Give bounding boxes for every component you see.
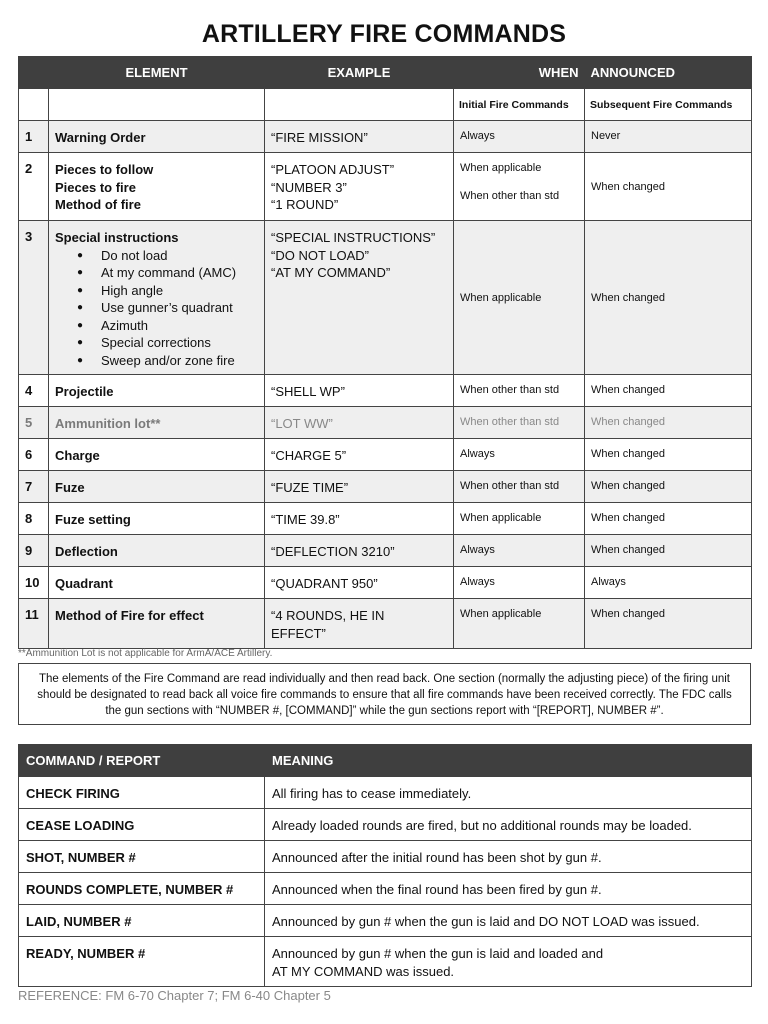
table-row [19, 841, 752, 873]
table-row [19, 121, 752, 153]
meaning-line: Announced by gun # when the gun is laid and DO NOT LOAD was issued. [272, 914, 700, 929]
list-item: ● Use gunner’s quadrant [55, 299, 264, 317]
initial-cell [454, 535, 585, 567]
meaning-line: Already loaded rounds are fired, but no additional rounds may be loaded. [272, 818, 692, 833]
element-cell [49, 153, 265, 221]
meaning-line: Announced when the final round has been fired by gun #. [272, 882, 602, 897]
row-number: 6 [19, 439, 49, 471]
example-line: “FUZE TIME” [271, 480, 349, 495]
table-row [19, 407, 752, 439]
initial-line: When applicable [460, 608, 542, 620]
element-line: Charge [55, 448, 100, 463]
initial-cell [454, 153, 585, 221]
element-line: Deflection [55, 544, 118, 559]
subheader-blank-number [19, 89, 49, 121]
example-cell [265, 121, 454, 153]
meaning-line: Announced by gun # when the gun is laid and loaded and [272, 946, 604, 961]
initial-line: When applicable [460, 162, 542, 174]
table-row [19, 535, 752, 567]
row-number: 1 [19, 121, 49, 153]
example-cell [265, 439, 454, 471]
element-line: Pieces to fire [55, 179, 136, 195]
table-row [19, 153, 752, 221]
example-line: “1 ROUND” [271, 197, 339, 212]
header-announced: ANNOUNCED [585, 57, 752, 89]
command-report-table [18, 744, 752, 987]
row-number: 9 [19, 535, 49, 567]
element-line: Fuze setting [55, 512, 131, 527]
header-when: WHEN [454, 57, 585, 89]
initial-line: Always [460, 130, 495, 142]
initial-line: When applicable [460, 291, 542, 304]
initial-cell [454, 221, 585, 375]
subsequent-cell: When changed [585, 503, 752, 535]
subsequent-cell: When changed [585, 221, 752, 375]
initial-line: Always [460, 544, 495, 556]
example-line: EFFECT” [271, 625, 326, 641]
footnote: **Ammunition Lot is not applicable for ArmA/ACE Artillery. [18, 648, 273, 659]
subsequent-cell: When changed [585, 407, 752, 439]
subsequent-cell: When changed [585, 599, 752, 649]
example-line: “NUMBER 3” [271, 179, 347, 195]
table-row [19, 503, 752, 535]
meaning-line: AT MY COMMAND was issued. [272, 963, 455, 979]
meaning-cell [265, 777, 752, 809]
meaning-cell [265, 841, 752, 873]
subsequent-cell: Always [585, 567, 752, 599]
command-cell: CHECK FIRING [19, 777, 265, 809]
table-row [19, 567, 752, 599]
element-cell [49, 567, 265, 599]
header-command: COMMAND / REPORT [19, 745, 265, 777]
row-number: 10 [19, 567, 49, 599]
header-number [19, 57, 49, 89]
reference-text: REFERENCE: FM 6-70 Chapter 7; FM 6-40 Chapter 5 [18, 988, 331, 1003]
initial-line: Always [460, 576, 495, 588]
table-row [19, 375, 752, 407]
element-line: Fuze [55, 480, 85, 495]
read-back-note: The elements of the Fire Command are read individually and then read back. One section (normally the adjusting piece) of the firing unit should be designated to read back all voice fire commands to ensure that all fire commands have been received correctly. The FDC calls the gun sections with “NUMBER #, [COMMAND]” while the gun sections report with “[REPORT], NUMBER #”. [18, 663, 751, 725]
subheader-blank-example [265, 89, 454, 121]
table-row [19, 599, 752, 649]
element-cell [49, 599, 265, 649]
header-meaning: MEANING [265, 745, 752, 777]
example-cell [265, 567, 454, 599]
header-element: ELEMENT [49, 57, 265, 89]
meaning-cell [265, 937, 752, 987]
element-cell [49, 471, 265, 503]
example-cell [265, 221, 454, 375]
subsequent-cell: When changed [585, 535, 752, 567]
fire-commands-table [18, 56, 752, 649]
subsequent-cell: When changed [585, 439, 752, 471]
example-line: “AT MY COMMAND” [271, 265, 391, 280]
example-cell [265, 375, 454, 407]
example-line: “SPECIAL INSTRUCTIONS” [271, 230, 436, 245]
element-cell [49, 221, 265, 375]
table-row [19, 873, 752, 905]
list-item: ● Sweep and/or zone fire [55, 352, 264, 370]
element-line: Special instructions [55, 230, 179, 245]
table-row [19, 777, 752, 809]
subsequent-cell: Never [585, 121, 752, 153]
row-number: 2 [19, 153, 49, 221]
initial-cell [454, 439, 585, 471]
example-line: “LOT WW” [271, 416, 333, 431]
command-cell: CEASE LOADING [19, 809, 265, 841]
initial-cell [454, 599, 585, 649]
example-line: “SHELL WP” [271, 384, 345, 399]
element-cell [49, 535, 265, 567]
element-cell [49, 407, 265, 439]
initial-cell [454, 503, 585, 535]
element-line: Method of fire [55, 197, 141, 212]
command-cell: LAID, NUMBER # [19, 905, 265, 937]
header-example: EXAMPLE [265, 57, 454, 89]
initial-line: Always [460, 448, 495, 460]
subsequent-cell: When changed [585, 153, 752, 221]
row-number: 11 [19, 599, 49, 649]
table-row [19, 439, 752, 471]
element-line: Projectile [55, 384, 114, 399]
initial-cell [454, 121, 585, 153]
special-instructions-list [55, 247, 264, 370]
table-row [19, 937, 752, 987]
row-number: 4 [19, 375, 49, 407]
example-line: “TIME 39.8” [271, 512, 340, 527]
initial-cell [454, 375, 585, 407]
meaning-cell [265, 905, 752, 937]
row-number: 5 [19, 407, 49, 439]
example-cell [265, 503, 454, 535]
command-cell: SHOT, NUMBER # [19, 841, 265, 873]
initial-line: When other than std [460, 416, 560, 428]
example-line: “QUADRANT 950” [271, 576, 378, 591]
table-row [19, 221, 752, 375]
example-cell [265, 599, 454, 649]
table-row [19, 905, 752, 937]
example-cell [265, 407, 454, 439]
row-number: 8 [19, 503, 49, 535]
element-line: Pieces to follow [55, 162, 154, 177]
meaning-line: Announced after the initial round has been shot by gun #. [272, 850, 602, 865]
element-cell [49, 375, 265, 407]
element-line: Warning Order [55, 130, 146, 145]
example-line: “CHARGE 5” [271, 448, 347, 463]
initial-cell [454, 407, 585, 439]
meaning-line: All firing has to cease immediately. [272, 786, 472, 801]
command-cell: READY, NUMBER # [19, 937, 265, 987]
meaning-cell [265, 809, 752, 841]
example-cell [265, 535, 454, 567]
element-cell [49, 121, 265, 153]
example-line: “FIRE MISSION” [271, 130, 368, 145]
example-line: “4 ROUNDS, HE IN [271, 608, 385, 623]
initial-cell [454, 567, 585, 599]
page-title: ARTILLERY FIRE COMMANDS [201, 20, 567, 48]
example-cell [265, 471, 454, 503]
table-row [19, 809, 752, 841]
example-line: “DO NOT LOAD” [271, 247, 369, 263]
row-number: 3 [19, 221, 49, 375]
table-row [19, 471, 752, 503]
element-line: Method of Fire for effect [55, 608, 204, 623]
initial-line: When other than std [460, 480, 560, 492]
element-line: Ammunition lot** [55, 416, 161, 431]
list-item: ● Azimuth [55, 317, 264, 335]
example-line: “DEFLECTION 3210” [271, 544, 395, 559]
meaning-cell [265, 873, 752, 905]
initial-line: When other than std [460, 190, 560, 202]
subheader-initial: Initial Fire Commands [454, 89, 585, 121]
subheader-subsequent: Subsequent Fire Commands [585, 89, 752, 121]
command-cell: ROUNDS COMPLETE, NUMBER # [19, 873, 265, 905]
list-item: ● High angle [55, 282, 264, 300]
subheader-blank-element [49, 89, 265, 121]
example-cell [265, 153, 454, 221]
example-line: “PLATOON ADJUST” [271, 162, 395, 177]
list-item: ● Special corrections [55, 334, 264, 352]
element-cell [49, 439, 265, 471]
row-number: 7 [19, 471, 49, 503]
initial-cell [454, 471, 585, 503]
element-cell [49, 503, 265, 535]
subsequent-cell: When changed [585, 471, 752, 503]
subsequent-cell: When changed [585, 375, 752, 407]
initial-line: When other than std [460, 384, 560, 396]
list-item: ● Do not load [55, 247, 264, 265]
list-item: ● At my command (AMC) [55, 264, 264, 282]
initial-line: When applicable [460, 512, 542, 524]
element-line: Quadrant [55, 576, 113, 591]
